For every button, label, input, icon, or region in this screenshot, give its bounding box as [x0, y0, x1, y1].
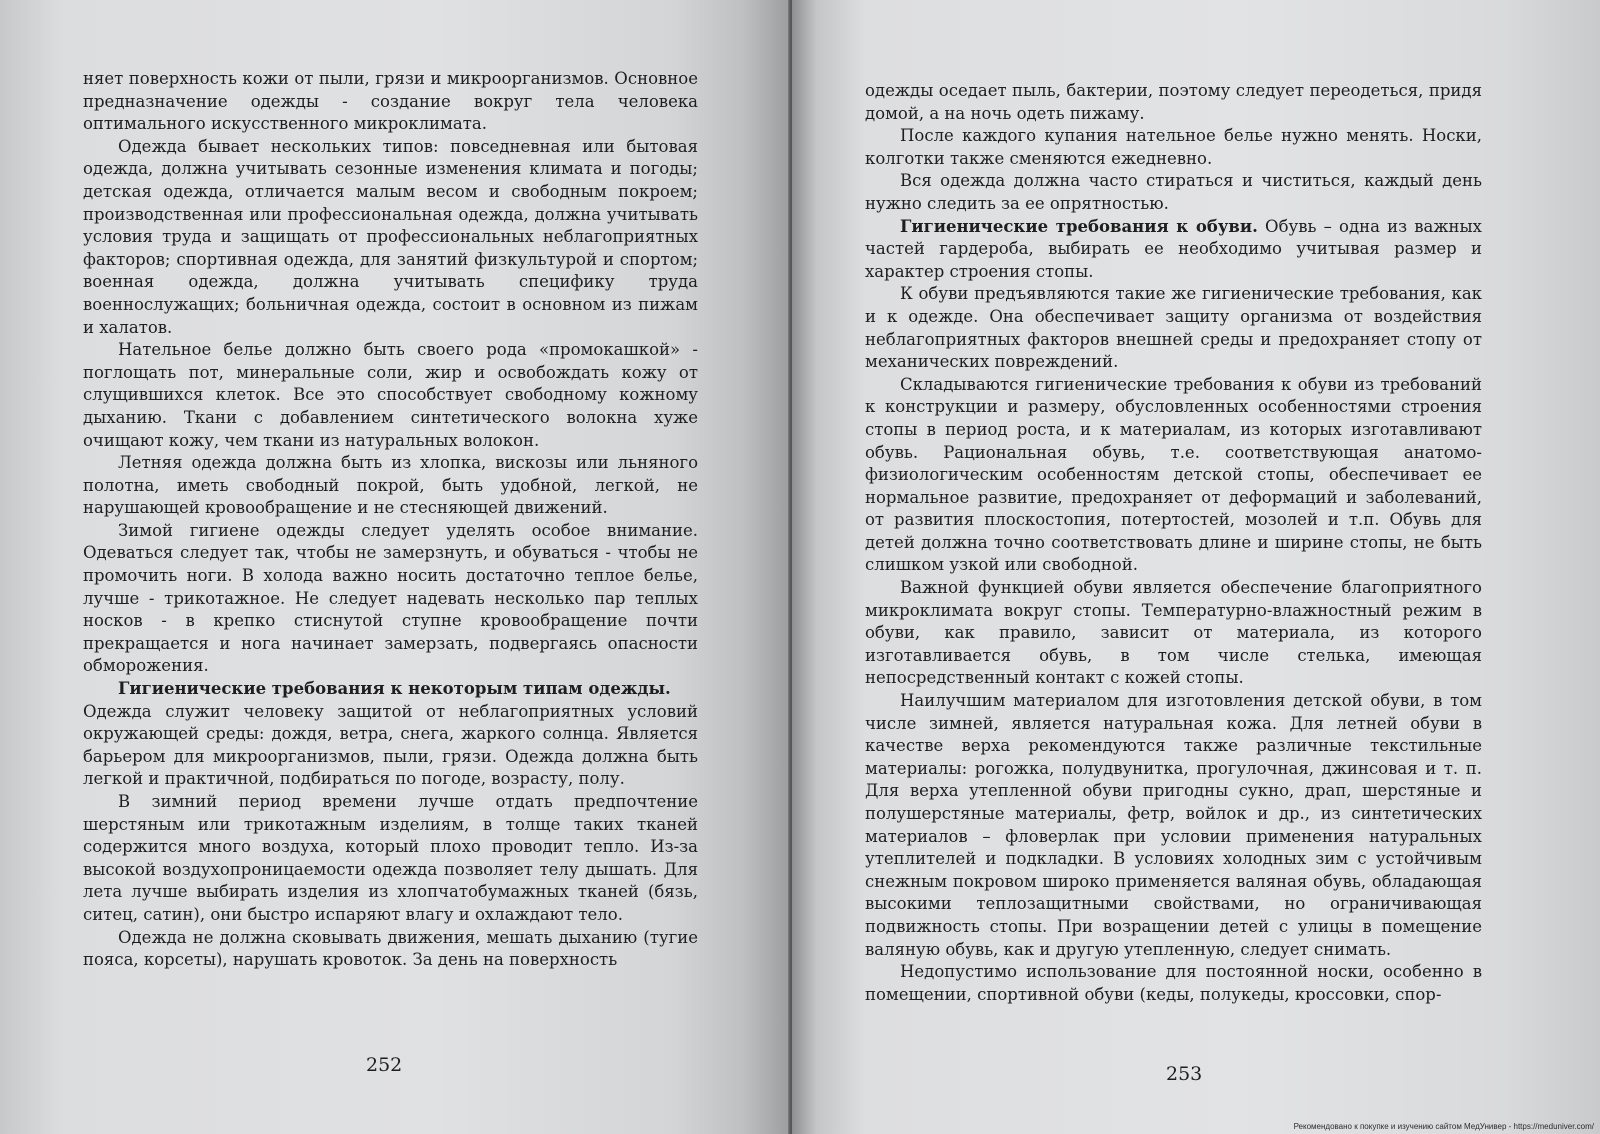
- paragraph: Недопустимо использование для постоянной носки, особенно в помещении, спортивной обуви (кеды, полукеды, кроссовки, спор-: [865, 962, 1482, 1004]
- left-page-text: [83, 68, 698, 972]
- page-number: 253: [1166, 1063, 1203, 1085]
- paragraph: одежды оседает пыль, бактерии, поэтому следует переодеться, придя домой, а на ночь одеть пижаму.: [865, 81, 1482, 123]
- left-page: [0, 0, 790, 1134]
- paragraph: Нательное белье должно быть своего рода «промокашкой» - поглощать пот, минеральные соли, жир и освобождать кожу от слущившихся клеток. Все это способствует свободному кожному дыханию. Ткани с добавлением синтетического волокна хуже очищают кожу, чем ткани из натуральных волокон.: [83, 340, 698, 450]
- paragraph: Одежда бывает нескольких типов: повседневная или бытовая одежда, должна учитывать сезонные изменения климата и погоды; детская одежда, отличается малым весом и свободным покроем; производственная или профессиональная одежда, должна учитывать условия труда и защищать от профессиональных неблагоприятных факторов; спортивная одежда, для занятий физкультурой и спортом; военная одежда, должна учитывать специфику труда военнослужащих; больничная одежда, состоит в основном из пижам и халатов.: [83, 136, 698, 337]
- watermark-footer: Рекомендовано к покупке и изучению сайтом МедУнивер - https://meduniver.com/: [1293, 1122, 1594, 1131]
- paragraph: Летняя одежда должна быть из хлопка, вискозы или льняного полотна, иметь свободный покрой, быть удобной, легкой, не нарушающей кровообращение и не стесняющей движений.: [83, 453, 698, 518]
- paragraph: Наилучшим материалом для изготовления детской обуви, в том числе зимней, является натуральная кожа. Для летней обуви в качестве верха рекомендуются также различные текстильные материалы: рогожка, полудвунитка, прогулочная, джинсовая и т. п. Для верха утепленной обуви пригодны сукно, драп, шерстяные и полушерстяные материалы, фетр, войлок и др., из синтетических материалов – фловерлак при условии применения натуральных утеплителей и подкладки. В условиях холодных зим с устойчивым снежным покровом широко применяется валяная обувь, обладающая высокими теплозащитными свойствами, но ограничивающая подвижность стопы. При возращении детей с улицы в помещение валяную обувь, как и другую утепленную, следует снимать.: [865, 691, 1482, 959]
- paragraph: Вся одежда должна часто стираться и чиститься, каждый день нужно следить за ее опрятностью.: [865, 171, 1482, 213]
- paragraph: Важной функцией обуви является обеспечение благоприятного микроклимата вокруг стопы. Температурно-влажностный режим в обуви, как правило, зависит от материала, из которого изготавливается обувь, в том числе стелька, имеющая непосредственный контакт с кожей стопы.: [865, 578, 1482, 688]
- section-heading: Гигиенические требования к некоторым типам одежды.: [118, 679, 671, 699]
- paragraph: Складываются гигиенические требования к обуви из требований к конструкции и размеру, обусловленных особенностями строения стопы в период роста, и к материалам, из которых изготавливают обувь. Рациональная обувь, т.е. соответствующая анатомо-физиологическим особенностям детской стопы, обеспечивает ее нормальное развитие, предохраняет от деформаций и заболеваний, от развития плоскостопия, потертостей, мозолей и т.п. Обувь для детей должна точно соответствовать длине и ширине стопы, не быть слишком узкой или свободной.: [865, 374, 1482, 575]
- section-heading: Гигиенические требования к обуви.: [900, 216, 1258, 236]
- paragraph: Одежда служит человеку защитой от неблагоприятных условий окружающей среды: дождя, ветра, снега, жаркого солнца. Является барьером для микроорганизмов, пыли, грязи. Одежда должна быть легкой и практичной, подбираться по погоде, возрасту, полу.: [83, 701, 698, 789]
- paragraph: После каждого купания нательное белье нужно менять. Носки, колготки также сменяются ежедневно.: [865, 126, 1482, 168]
- section-text: Обувь – одна из важных частей гардероба, выбирать ее необходимо учитывая размер и характер строения стопы.: [865, 216, 1482, 281]
- right-page-text: [865, 80, 1482, 1006]
- right-page: [792, 0, 1600, 1134]
- paragraph: Одежда не должна сковывать движения, мешать дыханию (тугие пояса, корсеты), нарушать кровоток. За день на поверхность: [83, 927, 698, 970]
- section-heading-paragraph: [83, 678, 698, 701]
- section-paragraph: [865, 216, 1482, 284]
- paragraph: В зимний период времени лучше отдать предпочтение шерстяным или трикотажным изделиям, в толще таких тканей содержится много воздуха, который плохо проводит тепло. Из-за высокой воздухопроницаемости одежда позволяет телу дышать. Для лета лучше выбирать изделия из хлопчатобумажных тканей (бязь, ситец, сатин), они быстро испаряют влагу и охлаждают тело.: [83, 792, 698, 924]
- paragraph: К обуви предъявляются такие же гигиенические требования, как и к одежде. Она обеспечивает защиту организма от воздействия неблагоприятных факторов внешней среды и предохраняет стопу от механических повреждений.: [865, 284, 1482, 372]
- paragraph: няет поверхность кожи от пыли, грязи и микроорганизмов. Основное предназначение одежды - создание вокруг тела человека оптимального искусственного микроклимата.: [83, 69, 698, 134]
- page-number: 252: [366, 1054, 403, 1076]
- paragraph: Зимой гигиене одежды следует уделять особое внимание. Одеваться следует так, чтобы не замерзнуть, и обуваться - чтобы не промочить ноги. В холода важно носить достаточно теплое белье, лучше - трикотажное. Не следует надевать несколько пар теплых носков - в крепко стиснутой ступне кровообращение почти прекращается и нога начинает замерзать, подвергаясь опасности обморожения.: [83, 520, 698, 676]
